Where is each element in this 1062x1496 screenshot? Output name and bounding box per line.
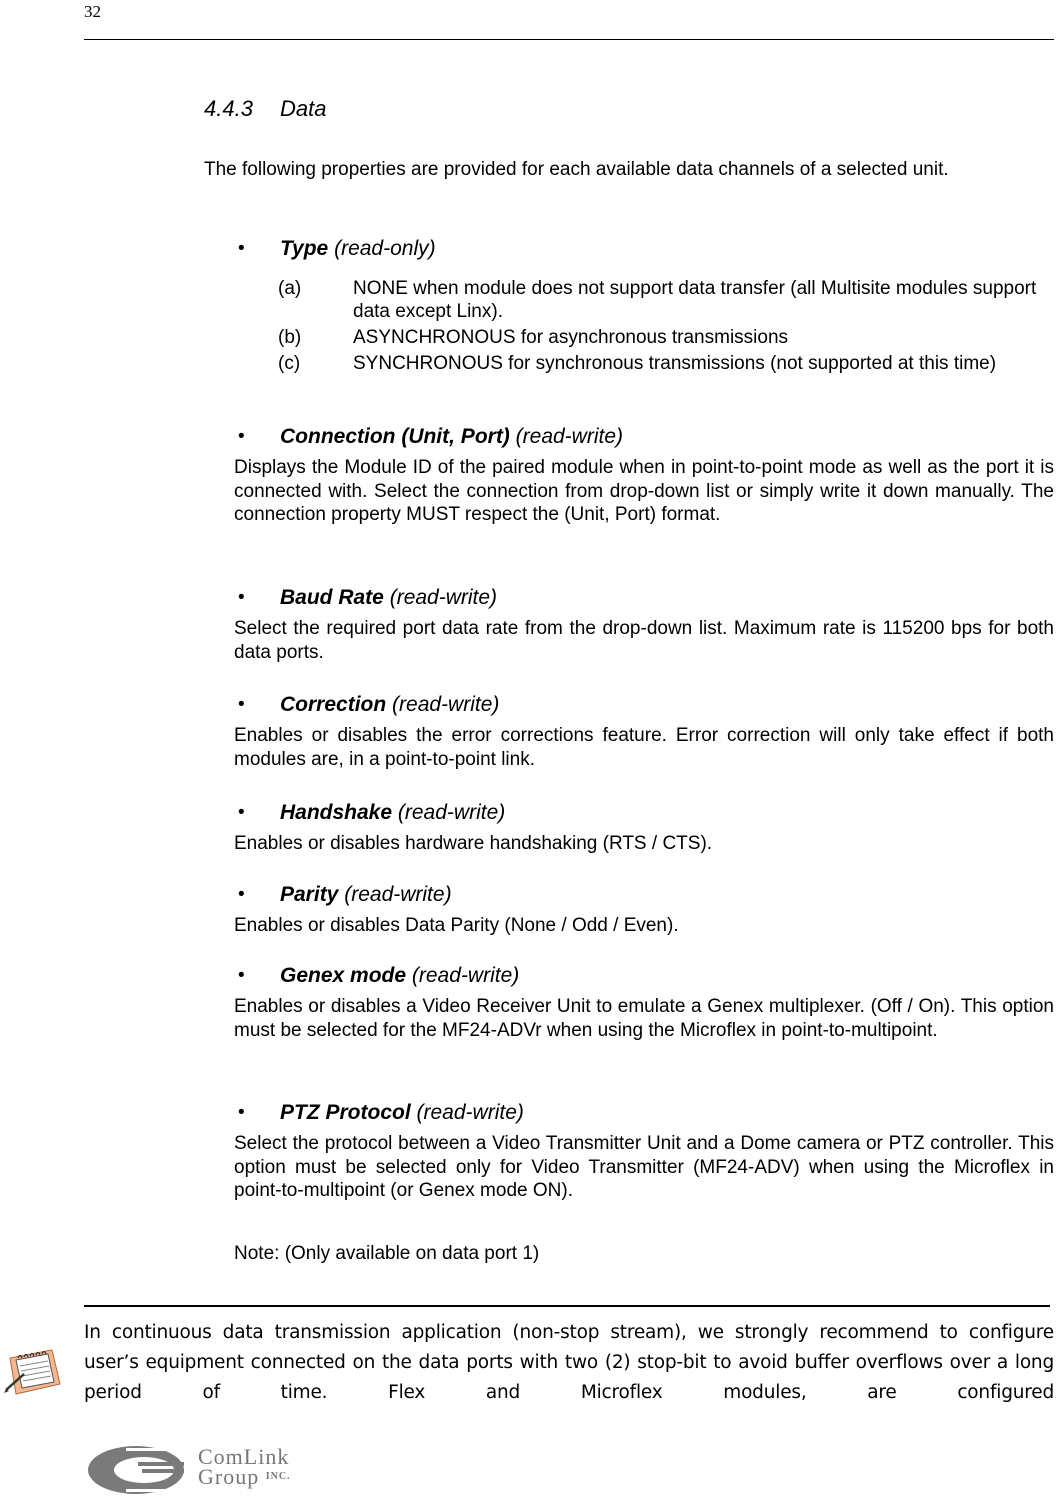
- property-connection: [234, 424, 1054, 527]
- tip-divider: [84, 1305, 1050, 1307]
- bullet-icon: •: [238, 802, 245, 823]
- property-description: Enables or disables Data Parity (None / Odd / Even).: [234, 915, 679, 936]
- property-name: Correction: [280, 693, 387, 716]
- property-title: [234, 800, 1054, 826]
- property-description: Displays the Module ID of the paired module when in point-to-point mode as well as the port it is connected with. Select the connection from drop-down list or simply write it down manually. The connection property MUST respect the (Unit, Port) format.: [234, 457, 1054, 525]
- section-number: 4.4.3: [204, 96, 253, 121]
- property-title: [234, 882, 1054, 908]
- item-label: (c): [278, 353, 301, 374]
- property-access: (read-write): [389, 586, 498, 609]
- section-intro: The following properties are provided for each available data channels of a selected unit.: [204, 159, 949, 180]
- type-value-item: [278, 277, 1038, 323]
- logo-line-1: ComLink: [198, 1444, 290, 1469]
- note-text: Note: (Only available on data port 1): [234, 1243, 540, 1264]
- property-title: [234, 424, 1054, 450]
- property-title: [234, 1100, 1054, 1126]
- logo-line-2: Group: [198, 1464, 260, 1489]
- section-heading: [204, 96, 326, 122]
- property-name: PTZ Protocol: [280, 1101, 411, 1124]
- property-title: [234, 963, 1054, 989]
- property-name: Connection (Unit, Port): [280, 425, 510, 448]
- property-access: (read-write): [344, 883, 452, 906]
- property-parity: [234, 882, 1054, 938]
- type-values-list: [278, 277, 1038, 378]
- property-title: [234, 585, 1054, 611]
- tip-text: In continuous data transmission application (non-stop stream), we strongly recommend to configure user’s equipment connected on the data ports with two (2) stop-bit to avoid buffer overflows over a long period of time. Flex and Microflex modules, are configured: [84, 1322, 1054, 1403]
- bullet-icon: •: [238, 694, 245, 715]
- property-access: (read-only): [334, 237, 436, 260]
- header-rule: [84, 39, 1054, 40]
- property-access: (read-write): [416, 1101, 524, 1124]
- property-access: (read-write): [515, 425, 624, 448]
- property-access: (read-write): [397, 801, 506, 824]
- property-description: Enables or disables hardware handshaking (RTS / CTS).: [234, 833, 713, 854]
- comlink-logo-text: [198, 1444, 291, 1489]
- item-label: (b): [278, 327, 302, 348]
- property-name: Type: [280, 237, 329, 260]
- notepad-icon: [2, 1340, 64, 1400]
- item-text: SYNCHRONOUS for synchronous transmissions (not supported at this time): [353, 353, 997, 374]
- page-number: 32: [84, 2, 101, 21]
- property-title: [234, 236, 1054, 262]
- bullet-icon: •: [238, 426, 245, 447]
- property-handshake: [234, 800, 1054, 856]
- property-name: Parity: [280, 883, 339, 906]
- type-value-item: [278, 352, 1038, 375]
- property-type: [234, 236, 1054, 262]
- property-access: (read-write): [411, 964, 520, 987]
- type-value-item: [278, 326, 1038, 349]
- property-name: Baud Rate: [280, 586, 384, 609]
- property-description: Select the required port data rate from the drop-down list. Maximum rate is 115200 bps for both data ports.: [234, 618, 1054, 663]
- property-title: [234, 692, 1054, 718]
- bullet-icon: •: [238, 965, 245, 986]
- item-label: (a): [278, 278, 302, 299]
- bullet-icon: •: [238, 587, 245, 608]
- property-genex-mode: [234, 963, 1054, 1042]
- bullet-icon: •: [238, 1102, 245, 1123]
- bullet-icon: •: [238, 884, 245, 905]
- property-ptz-protocol: [234, 1100, 1054, 1203]
- item-text: NONE when module does not support data transfer (all Multisite modules support data except Linx).: [353, 278, 1037, 322]
- property-correction: [234, 692, 1054, 771]
- property-description: Select the protocol between a Video Transmitter Unit and a Dome camera or PTZ controller. This option must be selected only for Video Transmitter (MF24-ADV) when using the Microflex in point-to-multipoint (or Genex mode ON).: [234, 1133, 1054, 1201]
- property-description: Enables or disables a Video Receiver Unit to emulate a Genex multiplexer. (Off / On). This option must be selected for the MF24-ADVr when using the Microflex in point-to-multipoint.: [234, 996, 1054, 1041]
- property-name: Genex mode: [280, 964, 407, 987]
- property-name: Handshake: [280, 801, 393, 824]
- property-baud-rate: [234, 585, 1054, 664]
- item-text: ASYNCHRONOUS for asynchronous transmissions: [353, 327, 789, 348]
- bullet-icon: •: [238, 238, 245, 259]
- property-description: Enables or disables the error corrections feature. Error correction will only take effect if both modules are, in a point-to-point link.: [234, 725, 1054, 770]
- property-access: (read-write): [392, 693, 500, 716]
- logo-suffix: INC.: [265, 1471, 291, 1482]
- section-title: Data: [280, 96, 327, 121]
